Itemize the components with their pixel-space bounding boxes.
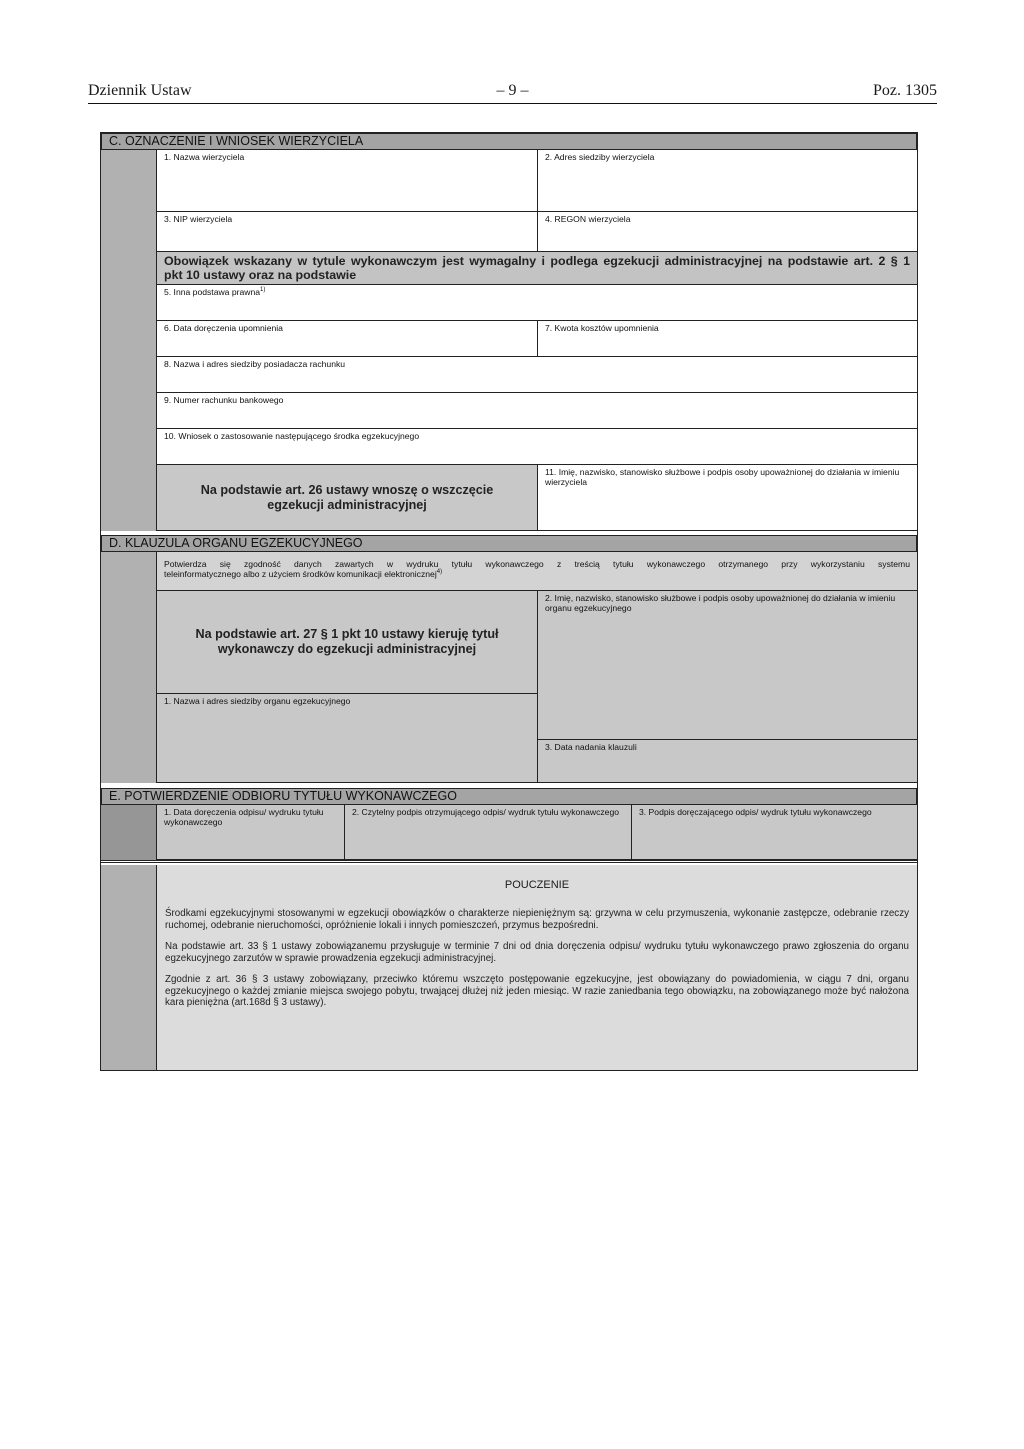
- referral-box: [156, 590, 538, 694]
- reminder-delivery-date-label: 6. Data doręczenia upomnienia: [164, 323, 283, 333]
- enforcement-request-box: [156, 464, 538, 531]
- clause-date-field[interactable]: [537, 739, 918, 783]
- instruction-gutter: [101, 865, 157, 1070]
- creditor-signature-field[interactable]: [537, 464, 918, 531]
- copy-delivery-date-label: 1. Data doręczenia odpisu/ wydruku tytułu wykonawczego: [164, 807, 324, 827]
- referral-text: Na podstawie art. 27 § 1 pkt 10 ustawy kieruję tytuł wykonawczy do egzekucji administracyjnej: [195, 627, 499, 656]
- section-e-gutter: [101, 805, 157, 860]
- data-conformity-confirmation: [156, 551, 918, 591]
- section-c-header: C. OZNACZENIE I WNIOSEK WIERZYCIELA: [101, 133, 917, 150]
- creditor-regon-field[interactable]: [537, 211, 918, 252]
- deliverer-signature-field[interactable]: [631, 804, 918, 860]
- creditor-nip-field[interactable]: [156, 211, 538, 252]
- enforcement-authority-field[interactable]: [156, 693, 538, 783]
- copy-delivery-date-field[interactable]: [156, 804, 345, 860]
- section-d-gutter: [101, 552, 157, 783]
- enforcement-officer-signature-label: 2. Imię, nazwisko, stanowisko służbowe i podpis osoby upoważnionej do działania w imieniu organu egzekucyjnego: [545, 593, 896, 613]
- header-rule: [88, 103, 937, 104]
- bank-account-field[interactable]: [156, 392, 918, 429]
- creditor-nip-label: 3. NIP wierzyciela: [164, 214, 233, 224]
- creditor-signature-label: 11. Imię, nazwisko, stanowisko służbowe i podpis osoby upoważnionej do działania w imieniu wierzyciela: [545, 467, 900, 487]
- reminder-cost-field[interactable]: [537, 320, 918, 357]
- creditor-address-label: 2. Adres siedziby wierzyciela: [545, 152, 655, 162]
- account-holder-field[interactable]: [156, 356, 918, 393]
- reminder-cost-label: 7. Kwota kosztów upomnienia: [545, 323, 659, 333]
- instruction-title: POUCZENIE: [504, 879, 570, 891]
- enforcement-measure-label: 10. Wniosek o zastosowanie następującego środka egzekucyjnego: [164, 431, 420, 441]
- instruction-paragraph-3: Zgodnie z art. 36 § 3 ustawy zobowiązany, przeciwko któremu wszczęto postępowanie egzekucyjne, jest obowiązany do powiadomienia, w ciągu 7 dni, organu egzekucyjnego o każdej zmianie miejsca swojego pobytu, trwającej dłużej niż jeden miesiąc. W razie zaniedbania tego obowiązku, na zobowiązanego może być nałożona kara pieniężna (art.168d § 3 ustawy).: [165, 974, 909, 1008]
- enforcement-officer-signature-field[interactable]: [537, 590, 918, 740]
- instruction-paragraph-1: Środkami egzekucyjnymi stosowanymi w egzekucji obowiązków o charakterze niepieniężnym są: grzywna w celu przymuszenia, wykonanie zastępcze, odebranie rzeczy ruchomej, odebranie nieruchomości, opróżnienie lokali i innych pomieszczeń, przymus bezpośredni.: [165, 908, 909, 931]
- enforcement-authority-label: 1. Nazwa i adres siedziby organu egzekucyjnego: [164, 696, 351, 706]
- enforcement-measure-field[interactable]: [156, 428, 918, 465]
- creditor-name-field[interactable]: [156, 149, 538, 212]
- bank-account-label: 9. Numer rachunku bankowego: [164, 395, 284, 405]
- creditor-regon-label: 4. REGON wierzyciela: [545, 214, 631, 224]
- section-c-gutter: [101, 150, 157, 531]
- other-legal-basis-field[interactable]: [156, 284, 918, 321]
- creditor-address-field[interactable]: [537, 149, 918, 212]
- recipient-signature-field[interactable]: [344, 804, 632, 860]
- enforcement-request-text: Na podstawie art. 26 ustawy wnoszę o wszczęcie egzekucji administracyjnej: [200, 482, 494, 512]
- section-e-header: E. POTWIERDZENIE ODBIORU TYTUŁU WYKONAWCZEGO: [101, 788, 917, 805]
- creditor-name-label: 1. Nazwa wierzyciela: [164, 152, 245, 162]
- account-holder-label: 8. Nazwa i adres siedziby posiadacza rachunku: [164, 359, 346, 369]
- instruction-paragraph-2: Na podstawie art. 33 § 1 ustawy zobowiązanemu przysługuje w terminie 7 dni od dnia doręczenia odpisu/ wydruku tytułu wykonawczego prawo zgłoszenia do organu egzekucyjnego zarzutów w sprawie prowadzenia egzekucji administracyjnej.: [165, 941, 909, 964]
- reminder-delivery-date-field[interactable]: [156, 320, 538, 357]
- obligation-line-1: Obowiązek wskazany w tytule wykonawczym jest wymagalny i podlega egzekucji administracyjnej na podstawie art. 2 § 1: [164, 254, 910, 268]
- enforcement-title-form: [100, 132, 918, 1071]
- journal-name: Dziennik Ustaw: [88, 82, 192, 99]
- confirmation-line-2: teleinformatycznego albo z użyciem środków komunikacji elektronicznej: [164, 569, 437, 579]
- deliverer-signature-label: 3. Podpis doręczającego odpis/ wydruk tytułu wykonawczego: [639, 807, 872, 817]
- footnote-1-marker: 1): [260, 287, 266, 294]
- clause-date-label: 3. Data nadania klauzuli: [545, 742, 637, 752]
- section-d-header: D. KLAUZULA ORGANU EGZEKUCYJNEGO: [101, 535, 917, 552]
- confirmation-line-1: Potwierdza się zgodność danych zawartych w wydruku tytułu wykonawczego z treścią tytułu wykonawczego otrzymanego przy wykorzystaniu systemu: [164, 559, 910, 569]
- running-header: [88, 82, 937, 102]
- other-legal-basis-label: 5. Inna podstawa prawna: [164, 287, 261, 297]
- footnote-4-marker: 4): [436, 569, 443, 576]
- recipient-signature-label: 2. Czytelny podpis otrzymującego odpis/ wydruk tytułu wykonawczego: [352, 807, 620, 817]
- position-number: Poz. 1305: [873, 82, 937, 99]
- page-number: – 9 –: [496, 82, 529, 99]
- instruction-box: [156, 865, 917, 1070]
- obligation-line-2: pkt 10 ustawy oraz na podstawie: [164, 268, 357, 282]
- obligation-statement: [156, 251, 918, 285]
- section-divider: [101, 860, 917, 863]
